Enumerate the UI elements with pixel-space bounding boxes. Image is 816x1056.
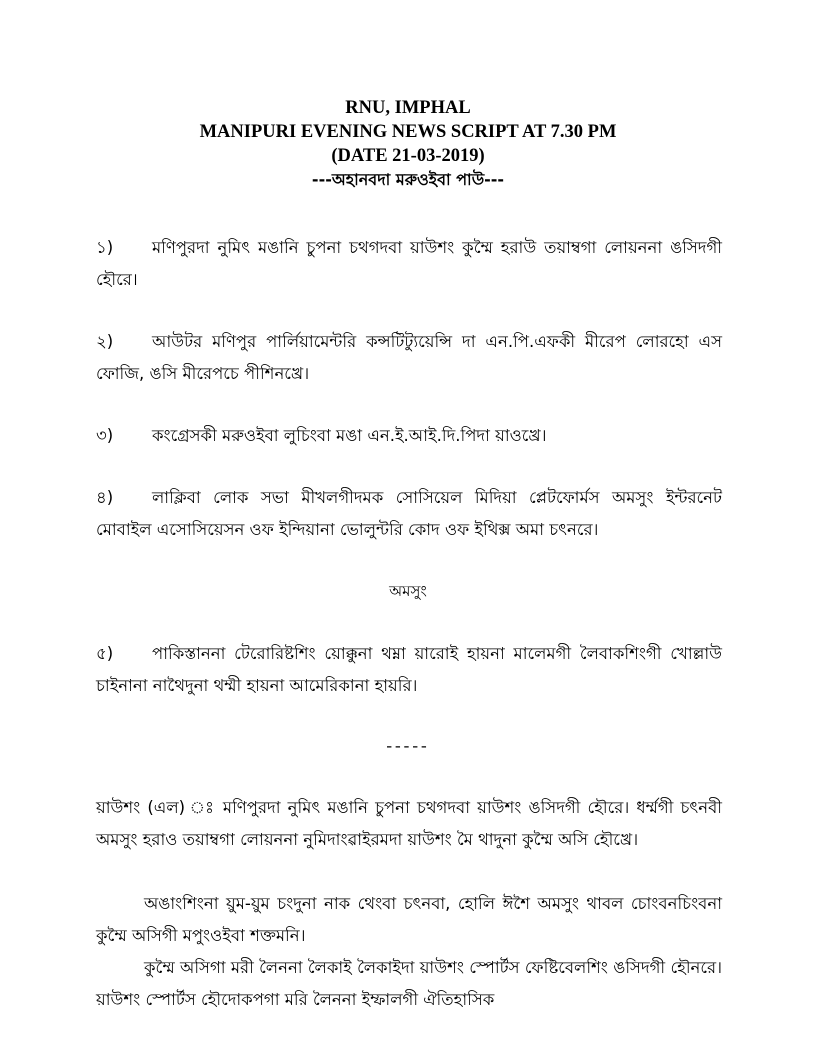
document-header	[0, 96, 816, 192]
station-name: RNU, IMPHAL	[345, 98, 471, 118]
headline-text: আউটর মণিপুর পার্লিয়ামেন্টরি কন্সটিট্যুয়েন্সি দা এন.পি.এফকী মীরেপ লোরহো এস ফোজি, ঙসি মীরেপচে পীশিনখ্রে।	[96, 332, 722, 383]
headline-number: ২)	[96, 332, 114, 351]
headline-number: ৫)	[96, 644, 114, 663]
headline-number: ৪)	[96, 488, 114, 507]
headline-number: ৩)	[96, 426, 114, 445]
script-title: MANIPURI EVENING NEWS SCRIPT AT 7.30 PM	[199, 122, 617, 142]
news-paragraph: য়াউশং (এল) ঃ মণিপুরদা নুমিৎ মঙানি চুপনা চথগদবা য়াউশং ঙসিদগী হৌরে। ধর্ম্মগী চৎনবী অমসুং হরাও তয়াম্বগা লোয়ননা নুমিদাংৱাইরমদা য়াউশং মৈ থাদুনা কুম্মৈ অসি হৌখ্রে।	[96, 798, 722, 849]
headline-item	[96, 420, 722, 452]
headline-item	[96, 638, 722, 702]
headline-text: পাকিস্তাননা টেরোরিষ্টশিং য়োক্কুনা থম্না য়ারোই হায়না মালেমগী লৈবাকশিংগী খোল্লাউ চাইনানা নাথৈদুনা থম্মী হায়না আমেরিকানা হায়রি।	[96, 644, 722, 695]
headline-item	[96, 482, 722, 546]
section-divider: -----	[386, 736, 430, 755]
headline-item	[96, 326, 722, 390]
headlines-title: ---অহানবদা মরুওইবা পাউ---	[311, 170, 505, 189]
news-paragraph: অঙাংশিংনা য়ুম-য়ুম চংদুনা নাক থেংবা চৎনবা, হোলি ঈশৈ অমসুং থাবল চোংবনচিংবনা কুম্মৈ অসিগী মপুংওইবা শক্তমনি।	[96, 894, 722, 945]
headline-text: কংগ্রেসকী মরুওইবা লুচিংবা মঙা এন.ই.আই.দি.পিদা য়াওখ্রে।	[152, 426, 547, 445]
headline-item	[96, 232, 722, 296]
news-paragraph: কুম্মৈ অসিগা মরী লৈননা লৈকাই লৈকাইদা য়াউশং স্পোর্টস ফেষ্টিবেলশিং ঙসিদগী হৌনরে। য়াউশং স্পোর্টস হৌদোকপগা মরি লৈননা ইম্ফালগী ঐতিহাসিক	[96, 958, 722, 1009]
separator-word: অমসুং	[389, 582, 427, 600]
headline-text: লাক্লিবা লোক সভা মীখলগীদমক সোসিয়েল মিদিয়া প্লেটফোর্মস অমসুং ইন্টরনেট মোবাইল এসোসিয়েসন ওফ ইন্দিয়ানা ভোলুন্টরি কোদ ওফ ইথিক্স অমা চৎনরে।	[96, 488, 722, 539]
headline-text: মণিপুরদা নুমিৎ মঙানি চুপনা চথগদবা য়াউশং কুম্মৈ হরাউ তয়াম্বগা লোয়ননা ঙসিদগী হৌরে।	[96, 238, 722, 289]
headline-number: ১)	[96, 238, 114, 257]
script-date: (DATE 21-03-2019)	[331, 146, 485, 166]
